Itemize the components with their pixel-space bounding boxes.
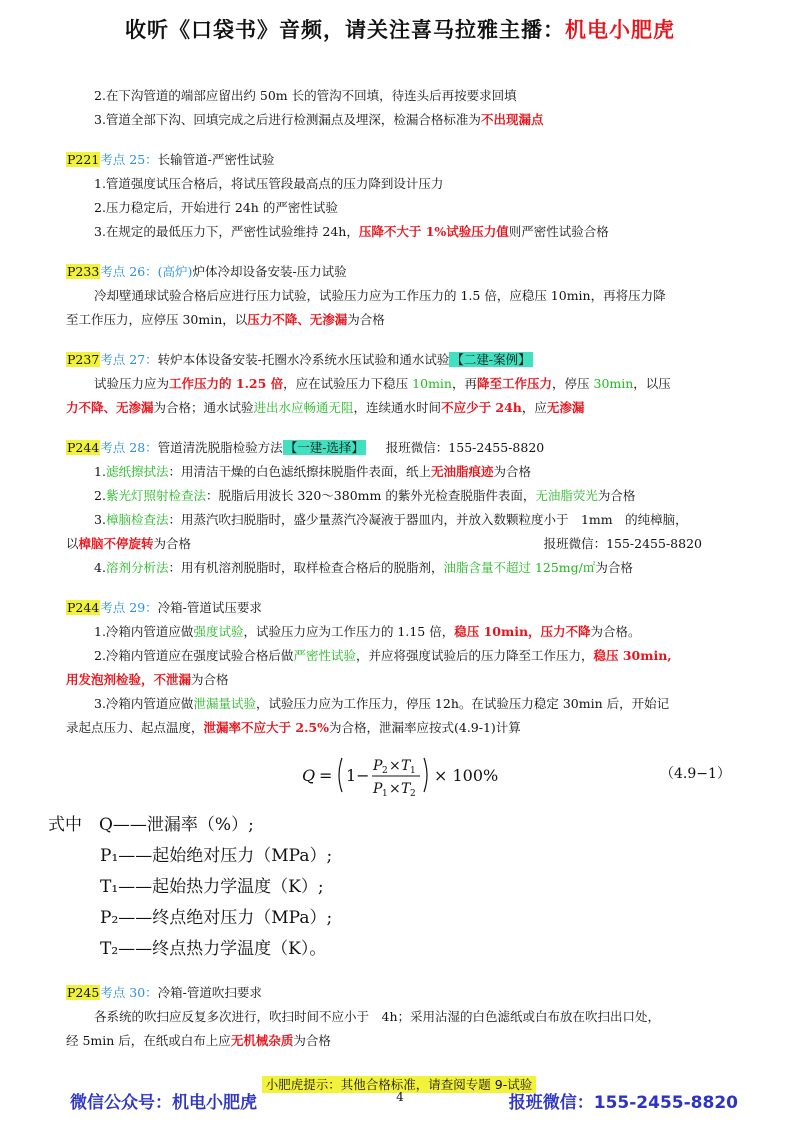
svg-text:Q: Q bbox=[302, 766, 316, 785]
section-29-item-3-cont: 录起点压力、起点温度，泄漏率不应大于 2.5%为合格，泄漏率应按式(4.9-1)计算 bbox=[66, 720, 521, 735]
section-29-item-3: 3.冷箱内管道应做泄漏量试验，试验压力应为工作压力，停压 12h。在试验压力稳定 30min 后，开始记 bbox=[94, 696, 670, 711]
formula-variables bbox=[48, 810, 732, 965]
page-footer bbox=[0, 1088, 800, 1118]
page-ref: P233 bbox=[67, 264, 100, 279]
svg-text:1−: 1− bbox=[346, 766, 370, 785]
leakage-formula bbox=[66, 742, 732, 806]
svg-text:P: P bbox=[373, 758, 383, 774]
section-25-line-3: 3.在规定的最低压力下，严密性试验维持 24h，压降不大于 1%试验压力值则严密性试验合格 bbox=[94, 224, 609, 239]
svg-text:1: 1 bbox=[410, 766, 416, 776]
page-ref: P237 bbox=[67, 352, 100, 367]
page-header bbox=[0, 14, 800, 44]
section-27-title: P237考点 27：转炉本体设备安装-托圈水冷系统水压试验和通水试验 【二建-案例】 bbox=[67, 352, 531, 367]
section-28-item-4: 4.溶剂分析法：用有机溶剂脱脂时，取样检查合格后的脱脂剂，油脂含量不超过 125mg/㎡为合格 bbox=[94, 560, 633, 575]
exam-tag: 【二建-案例】 bbox=[451, 352, 531, 367]
section-28-item-2: 2.紫光灯照射检查法：脱脂后用波长 320～380mm 的紫外光检查脱脂件表面，无油脂荧光为合格 bbox=[94, 488, 636, 503]
wechat-note: 报班微信：155-2455-8820 bbox=[385, 440, 545, 455]
variable-line: 式中 Q——泄漏率（%）; bbox=[48, 815, 254, 835]
section-28-item-3: 3.樟脑检查法：用蒸汽吹扫脱脂时，盛少量蒸汽冷凝液于器皿内，并放入数颗粒度小于 1mm 的纯樟脑， bbox=[94, 512, 688, 527]
section-25-title: P221考点 25：长输管道-严密性试验 bbox=[67, 152, 275, 167]
page-ref: P221 bbox=[67, 152, 100, 167]
page-ref: P245 bbox=[67, 985, 100, 1000]
section-29-title: P244考点 29：冷箱-管道试压要求 bbox=[67, 600, 262, 615]
section-26-line-2: 至工作压力，应停压 30min，以压力不降、无渗漏为合格 bbox=[66, 312, 385, 327]
page-number: 4 bbox=[396, 1090, 404, 1104]
section-29-item-2: 2.冷箱内管道应在强度试验合格后做严密性试验，并应将强度试验后的压力降至工作压力，稳压 30min, bbox=[94, 648, 672, 663]
document-body bbox=[48, 84, 732, 1097]
section-28-title: P244考点 28：管道清洗脱脂检验方法 【一建-选择】 报班微信：155-2455-8820 bbox=[67, 440, 545, 455]
header-prefix: 收听《口袋书》音频，请关注喜马拉雅主播： bbox=[125, 18, 565, 42]
section-27-line-2: 力不降、无渗漏为合格；通水试验进出水应畅通无阻，连续通水时间不应少于 24h，应无渗漏 bbox=[66, 400, 585, 415]
formula-number: （4.9−1） bbox=[660, 766, 731, 782]
intro-line-2: 2.在下沟管道的端部应留出约 50m 长的管沟不回填，待连头后再按要求回填 bbox=[94, 88, 517, 103]
section-26-line-1: 冷却壁通球试验合格后应进行压力试验，试验压力应为工作压力的 1.5 倍，应稳压 10min，再将压力降 bbox=[94, 288, 666, 303]
variable-line: T₁——起始热力学温度（K）; bbox=[100, 877, 324, 897]
section-28-item-1: 1.滤纸擦拭法：用清洁干燥的白色滤纸擦抹脱脂件表面，纸上无油脂痕迹为合格 bbox=[94, 464, 531, 479]
svg-text:2: 2 bbox=[382, 766, 388, 776]
svg-text:×: × bbox=[389, 758, 401, 774]
variable-line: P₁——起始绝对压力（MPa）; bbox=[100, 846, 333, 866]
section-26-title: P233考点 26：(高炉)炉体冷却设备安装-压力试验 bbox=[67, 264, 347, 279]
section-29-item-2-cont: 用发泡剂检验，不泄漏为合格 bbox=[66, 672, 229, 687]
svg-text:1: 1 bbox=[382, 789, 388, 799]
variable-line: P₂——终点绝对压力（MPa）; bbox=[100, 908, 333, 928]
section-30-line-2: 经 5min 后，在纸或白布上应无机械杂质为合格 bbox=[66, 1033, 331, 1048]
svg-text:T: T bbox=[401, 758, 411, 774]
tip-note: 小肥虎提示：其他合格标准，请查阅专题 9-试验 bbox=[66, 1073, 732, 1097]
formula-graphic bbox=[302, 748, 542, 802]
page-ref: P244 bbox=[67, 600, 100, 615]
svg-text:=: = bbox=[319, 766, 333, 785]
svg-text:P: P bbox=[373, 781, 383, 797]
header-brand: 机电小肥虎 bbox=[565, 18, 675, 42]
page-ref: P244 bbox=[67, 440, 100, 455]
section-30-line-1: 各系统的吹扫应反复多次进行，吹扫时间不应小于 4h；采用沾湿的白色滤纸或白布放在吹扫出口处， bbox=[94, 1009, 661, 1024]
section-29-item-1: 1.冷箱内管道应做强度试验，试验压力应为工作压力的 1.15 倍，稳压 10min，压力不降为合格。 bbox=[94, 624, 641, 639]
section-25-line-2: 2.压力稳定后，开始进行 24h 的严密性试验 bbox=[94, 200, 338, 215]
intro-line-3: 3.管道全部下沟、回填完成之后进行检测漏点及埋深，检漏合格标准为不出现漏点 bbox=[94, 112, 544, 127]
footer-wechat-account: 微信公众号：机电小肥虎 bbox=[70, 1093, 257, 1113]
svg-text:T: T bbox=[401, 781, 411, 797]
section-25-line-1: 1.管道强度试压合格后，将试压管段最高点的压力降到设计压力 bbox=[94, 176, 444, 191]
wechat-note: 报班微信：155-2455-8820 bbox=[543, 536, 702, 551]
section-28-item-3-cont: 以樟脑不停旋转为合格 报班微信：155-2455-8820 bbox=[66, 532, 732, 556]
svg-text:×: × bbox=[389, 781, 401, 797]
svg-text:× 100%: × 100% bbox=[434, 766, 499, 785]
section-30-title: P245考点 30：冷箱-管道吹扫要求 bbox=[67, 985, 262, 1000]
variable-line: T₂——终点热力学温度（K）。 bbox=[100, 939, 327, 959]
footer-signup-wechat: 报班微信：155-2455-8820 bbox=[508, 1093, 738, 1113]
section-27-line-1: 试验压力应为工作压力的 1.25 倍，应在试验压力下稳压 10min，再降至工作压力，停压 30min，以压 bbox=[94, 376, 671, 391]
exam-tag: 【一建-选择】 bbox=[284, 440, 364, 455]
svg-text:2: 2 bbox=[410, 789, 416, 799]
